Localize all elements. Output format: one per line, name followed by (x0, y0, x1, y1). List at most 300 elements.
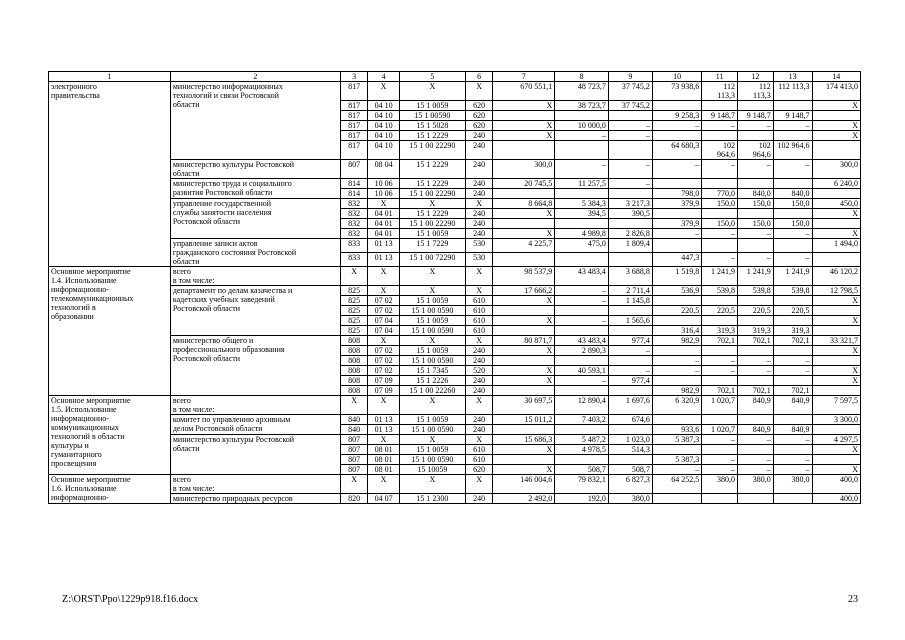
code-cell: Х (368, 82, 400, 101)
amount-cell: – (608, 131, 652, 141)
amount-cell: 379,9 (652, 199, 701, 209)
amount-cell: – (652, 356, 701, 366)
code-cell: 840 (341, 415, 368, 425)
code-cell: 833 (341, 253, 368, 267)
amount-cell: – (608, 179, 652, 189)
amount-cell: 146 004,6 (493, 475, 555, 494)
amount-cell: 30 697,5 (493, 396, 555, 415)
amount-cell: Х (493, 316, 555, 326)
activity-name-line: 1.4. Использование (51, 276, 117, 285)
executor-line: службы занятости населения (172, 208, 272, 217)
code-cell: 807 (341, 455, 368, 465)
amount-cell: 220,5 (702, 306, 738, 316)
code-cell: 240 (465, 141, 492, 160)
activity-name-line: коммуникационных (51, 423, 119, 432)
executor-line: области (172, 169, 200, 178)
code-cell: 04 10 (368, 111, 400, 121)
amount-cell: 1 023,0 (608, 435, 652, 445)
amount-cell (652, 445, 701, 455)
code-cell: 240 (465, 415, 492, 425)
amount-cell (702, 415, 738, 425)
amount-cell: – (702, 229, 738, 239)
amount-cell: – (773, 229, 812, 239)
amount-cell: Х (812, 209, 860, 219)
executor-cell (170, 239, 340, 267)
code-cell: 04 10 (368, 131, 400, 141)
amount-cell: – (652, 121, 701, 131)
column-header: 11 (702, 72, 738, 82)
amount-cell: – (702, 435, 738, 445)
amount-cell (812, 253, 860, 267)
column-header: 2 (170, 72, 340, 82)
executor-cell (170, 336, 340, 396)
executor-line: департамент по делам казачества и (172, 286, 293, 295)
table-row (49, 267, 861, 286)
amount-cell: 220,5 (773, 306, 812, 316)
amount-cell: Х (493, 346, 555, 356)
amount-cell: 11 257,5 (555, 179, 609, 189)
code-cell: 15 1 0059 (399, 316, 465, 326)
code-cell: 01 13 (368, 425, 400, 435)
amount-cell (812, 306, 860, 316)
amount-cell (493, 306, 555, 316)
amount-cell: 220,5 (652, 306, 701, 316)
amount-cell (555, 219, 609, 229)
amount-cell: – (737, 160, 773, 179)
amount-cell: 15 011,2 (493, 415, 555, 425)
executor-cell (170, 475, 340, 494)
code-cell: 610 (465, 326, 492, 336)
amount-cell: 192,0 (555, 494, 609, 504)
amount-cell: 102 964,6 (737, 141, 773, 160)
amount-cell: – (652, 229, 701, 239)
amount-cell: 64 252,5 (652, 475, 701, 494)
executor-line: Ростовской области (172, 354, 241, 363)
amount-cell: 150,0 (773, 219, 812, 229)
table-row (49, 435, 861, 445)
amount-cell: 9 148,7 (702, 111, 738, 121)
executor-line: всего (172, 475, 191, 484)
amount-cell (555, 141, 609, 160)
amount-cell: 15 686,3 (493, 435, 555, 445)
code-cell: 15 1 0059 (399, 101, 465, 111)
code-cell: 15 1 0059 (399, 415, 465, 425)
code-cell: 832 (341, 229, 368, 239)
amount-cell: 840,9 (773, 425, 812, 435)
code-cell: 825 (341, 286, 368, 296)
code-cell: Х (368, 475, 400, 494)
code-cell: 15 1 2229 (399, 160, 465, 179)
amount-cell: 3 217,3 (608, 199, 652, 209)
amount-cell: 977,4 (608, 376, 652, 386)
code-cell: 15 1 00 0590 (399, 455, 465, 465)
amount-cell (608, 189, 652, 199)
activity-name-line: информационно- (51, 493, 109, 502)
amount-cell: 1 241,9 (737, 267, 773, 286)
code-cell: 15 1 00 22290 (399, 219, 465, 229)
amount-cell: 536,9 (652, 286, 701, 296)
code-cell: Х (399, 435, 465, 445)
executor-line: министерство природных ресурсов (172, 494, 293, 503)
activity-name-line: правительства (51, 91, 100, 100)
amount-cell (608, 425, 652, 435)
table-row (49, 475, 861, 494)
activity-name-line: культуры и (51, 441, 89, 450)
code-cell: 15 1 2229 (399, 131, 465, 141)
page-number: 23 (848, 594, 858, 605)
code-cell: 825 (341, 306, 368, 316)
executor-line: в том числе: (172, 276, 215, 285)
amount-cell: 2 711,4 (608, 286, 652, 296)
amount-cell (773, 131, 812, 141)
amount-cell (555, 455, 609, 465)
activity-name-line: гуманитарного (51, 450, 102, 459)
amount-cell (812, 386, 860, 396)
amount-cell: – (773, 121, 812, 131)
executor-line: министерство информационных (172, 82, 283, 91)
amount-cell (608, 306, 652, 316)
code-cell: Х (465, 336, 492, 346)
amount-cell: 1 020,7 (702, 396, 738, 415)
code-cell: 530 (465, 239, 492, 253)
code-cell: 240 (465, 209, 492, 219)
amount-cell: – (702, 356, 738, 366)
code-cell: 15 1 2300 (399, 494, 465, 504)
code-cell: 240 (465, 229, 492, 239)
amount-cell: 702,1 (773, 336, 812, 346)
amount-cell (812, 219, 860, 229)
amount-cell (737, 445, 773, 455)
amount-cell (737, 296, 773, 306)
amount-cell (737, 179, 773, 189)
amount-cell: – (702, 253, 738, 267)
amount-cell: 12 798,5 (812, 286, 860, 296)
amount-cell (555, 386, 609, 396)
amount-cell: 73 938,6 (652, 82, 701, 101)
amount-cell: Х (493, 121, 555, 131)
amount-cell (812, 356, 860, 366)
code-cell: 07 02 (368, 346, 400, 356)
amount-cell (608, 141, 652, 160)
code-cell: 620 (465, 121, 492, 131)
amount-cell (608, 326, 652, 336)
activity-name-line: электронного (51, 82, 97, 91)
amount-cell: – (608, 121, 652, 131)
code-cell: 04 01 (368, 219, 400, 229)
code-cell: 530 (465, 253, 492, 267)
amount-cell (608, 356, 652, 366)
amount-cell: 319,3 (702, 326, 738, 336)
amount-cell: 150,0 (737, 199, 773, 209)
amount-cell: Х (812, 101, 860, 111)
table-row (49, 179, 861, 189)
code-cell: Х (368, 435, 400, 445)
amount-cell: – (652, 366, 701, 376)
code-cell: Х (341, 267, 368, 286)
executor-line: управление государственной (172, 199, 272, 208)
amount-cell: – (555, 286, 609, 296)
executor-line: управление записи актов (172, 239, 258, 248)
code-cell: 240 (465, 356, 492, 366)
column-header: 4 (368, 72, 400, 82)
code-cell: 04 10 (368, 101, 400, 111)
amount-cell (737, 316, 773, 326)
amount-cell (773, 209, 812, 219)
amount-cell: – (702, 121, 738, 131)
amount-cell: – (737, 356, 773, 366)
amount-cell (608, 111, 652, 121)
code-cell: 15 1 00 0590 (399, 425, 465, 435)
amount-cell: 48 723,7 (555, 82, 609, 101)
code-cell: 833 (341, 239, 368, 253)
code-cell: 15 1 00590 (399, 111, 465, 121)
executor-line: профессионального образования (172, 345, 285, 354)
amount-cell (737, 494, 773, 504)
amount-cell (652, 296, 701, 306)
amount-cell: – (737, 465, 773, 475)
column-header: 8 (555, 72, 609, 82)
amount-cell: 7 403,2 (555, 415, 609, 425)
amount-cell: Х (812, 296, 860, 306)
amount-cell (702, 376, 738, 386)
code-cell: 832 (341, 199, 368, 209)
amount-cell: 38 723,7 (555, 101, 609, 111)
amount-cell: 319,3 (773, 326, 812, 336)
amount-cell (773, 296, 812, 306)
executor-line: министерство культуры Ростовской (172, 160, 295, 169)
code-cell: Х (368, 396, 400, 415)
code-cell: 814 (341, 179, 368, 189)
amount-cell (652, 209, 701, 219)
amount-cell: 40 593,1 (555, 366, 609, 376)
code-cell: 240 (465, 425, 492, 435)
amount-cell: – (555, 296, 609, 306)
code-cell: 240 (465, 346, 492, 356)
amount-cell: – (702, 160, 738, 179)
amount-cell: – (702, 366, 738, 376)
amount-cell: 702,1 (702, 386, 738, 396)
executor-cell (170, 435, 340, 475)
amount-cell: – (608, 346, 652, 356)
code-cell: 825 (341, 296, 368, 306)
amount-cell: Х (493, 209, 555, 219)
amount-cell: – (737, 253, 773, 267)
amount-cell (493, 141, 555, 160)
amount-cell: 840,9 (737, 396, 773, 415)
amount-cell: 98 537,9 (493, 267, 555, 286)
amount-cell (702, 296, 738, 306)
activity-name-line: образовании (51, 312, 94, 321)
amount-cell: 37 745,2 (608, 82, 652, 101)
column-header: 9 (608, 72, 652, 82)
amount-cell: Х (493, 465, 555, 475)
amount-cell: 400,0 (812, 494, 860, 504)
code-cell: Х (399, 267, 465, 286)
code-cell: 832 (341, 219, 368, 229)
amount-cell (652, 101, 701, 111)
amount-cell: 3 688,8 (608, 267, 652, 286)
code-cell: 808 (341, 336, 368, 346)
activity-name-line: Основное мероприятие (51, 475, 131, 484)
amount-cell (652, 376, 701, 386)
code-cell: Х (368, 336, 400, 346)
code-cell: 240 (465, 131, 492, 141)
amount-cell: 64 680,3 (652, 141, 701, 160)
amount-cell: 1 565,6 (608, 316, 652, 326)
amount-cell (812, 455, 860, 465)
code-cell: 825 (341, 326, 368, 336)
column-header: 12 (737, 72, 773, 82)
code-cell: 610 (465, 306, 492, 316)
amount-cell: 380,0 (608, 494, 652, 504)
amount-cell: 46 120,2 (812, 267, 860, 286)
activity-name-line: 1.5. Использование (51, 405, 117, 414)
executor-cell (170, 160, 340, 179)
code-cell: 07 09 (368, 376, 400, 386)
amount-cell: – (737, 455, 773, 465)
code-cell: Х (368, 199, 400, 209)
table-row (49, 199, 861, 209)
code-cell: 04 10 (368, 121, 400, 131)
amount-cell: 840,0 (737, 189, 773, 199)
amount-cell: – (555, 160, 609, 179)
amount-cell: 379,9 (652, 219, 701, 229)
amount-cell: – (555, 376, 609, 386)
code-cell: Х (399, 82, 465, 101)
amount-cell (555, 356, 609, 366)
amount-cell: 390,5 (608, 209, 652, 219)
amount-cell: 102 964,6 (773, 141, 812, 160)
amount-cell (812, 189, 860, 199)
amount-cell (493, 455, 555, 465)
budget-table (48, 71, 861, 504)
code-cell: 807 (341, 445, 368, 455)
amount-cell: 1 519,8 (652, 267, 701, 286)
amount-cell: – (773, 465, 812, 475)
executor-cell (170, 415, 340, 435)
code-cell: 07 02 (368, 306, 400, 316)
amount-cell: – (608, 366, 652, 376)
amount-cell: 840,9 (737, 425, 773, 435)
column-header: 10 (652, 72, 701, 82)
code-cell: 817 (341, 141, 368, 160)
amount-cell: 4 978,5 (555, 445, 609, 455)
amount-cell: Х (493, 376, 555, 386)
code-cell: 15 1 2226 (399, 376, 465, 386)
code-cell: Х (399, 475, 465, 494)
code-cell: 817 (341, 131, 368, 141)
amount-cell: 2 826,8 (608, 229, 652, 239)
amount-cell: 20 745,5 (493, 179, 555, 189)
code-cell: 832 (341, 209, 368, 219)
code-cell: 610 (465, 316, 492, 326)
amount-cell: 300,0 (493, 160, 555, 179)
amount-cell: 508,7 (555, 465, 609, 475)
code-cell: 808 (341, 356, 368, 366)
code-cell: 15 1 0059 (399, 296, 465, 306)
executor-line: гражданского состояния Ростовской (172, 248, 297, 257)
amount-cell (652, 415, 701, 425)
code-cell: 07 09 (368, 386, 400, 396)
code-cell: 620 (465, 111, 492, 121)
activity-name-line: телекоммуникационных (51, 294, 134, 303)
amount-cell: 1 809,4 (608, 239, 652, 253)
code-cell: Х (465, 267, 492, 286)
activity-name-cell (49, 475, 171, 504)
executor-line: кадетских учебных заведений (172, 295, 275, 304)
activity-name-cell (49, 82, 171, 267)
amount-cell (493, 253, 555, 267)
amount-cell: 43 483,4 (555, 336, 609, 346)
amount-cell (493, 219, 555, 229)
amount-cell: 150,0 (737, 219, 773, 229)
amount-cell (608, 386, 652, 396)
column-header: 6 (465, 72, 492, 82)
column-header: 1 (49, 72, 171, 82)
amount-cell: 174 413,0 (812, 82, 860, 101)
amount-cell: Х (812, 316, 860, 326)
amount-cell: 770,0 (702, 189, 738, 199)
table-row (49, 160, 861, 179)
table-row (49, 396, 861, 415)
code-cell: 15 1 0059 (399, 229, 465, 239)
code-cell: 15 1 00 0590 (399, 326, 465, 336)
amount-cell: – (737, 229, 773, 239)
budget-table-container (48, 71, 861, 504)
code-cell: 820 (341, 494, 368, 504)
code-cell: 807 (341, 435, 368, 445)
amount-cell: 150,0 (773, 199, 812, 209)
code-cell: 807 (341, 465, 368, 475)
code-cell: Х (465, 286, 492, 296)
code-cell: 620 (465, 101, 492, 111)
amount-cell: 6 320,9 (652, 396, 701, 415)
amount-cell: 37 745,2 (608, 101, 652, 111)
code-cell: 817 (341, 121, 368, 131)
amount-cell (702, 346, 738, 356)
amount-cell: 702,1 (737, 336, 773, 346)
code-cell: Х (341, 475, 368, 494)
amount-cell: Х (493, 366, 555, 376)
executor-line: технологий и связи Ростовской (172, 91, 279, 100)
amount-cell: 702,1 (702, 336, 738, 346)
table-row (49, 239, 861, 253)
amount-cell: 798,0 (652, 189, 701, 199)
amount-cell (493, 326, 555, 336)
amount-cell: 9 258,3 (652, 111, 701, 121)
code-cell: 01 13 (368, 239, 400, 253)
amount-cell: Х (493, 445, 555, 455)
amount-cell (773, 239, 812, 253)
code-cell: 814 (341, 189, 368, 199)
code-cell: Х (465, 396, 492, 415)
amount-cell: 5 384,3 (555, 199, 609, 209)
amount-cell (737, 209, 773, 219)
amount-cell: 670 551,1 (493, 82, 555, 101)
amount-cell: 539,8 (702, 286, 738, 296)
amount-cell (493, 189, 555, 199)
amount-cell: 702,1 (773, 386, 812, 396)
amount-cell: Х (493, 296, 555, 306)
amount-cell: 300,0 (812, 160, 860, 179)
code-cell: 808 (341, 346, 368, 356)
executor-line: министерство общего и (172, 336, 254, 345)
amount-cell: 394,5 (555, 209, 609, 219)
code-cell: 840 (341, 425, 368, 435)
amount-cell (812, 326, 860, 336)
code-cell: 15 10059 (399, 465, 465, 475)
executor-line: комитет по управлению архивным (172, 415, 291, 424)
